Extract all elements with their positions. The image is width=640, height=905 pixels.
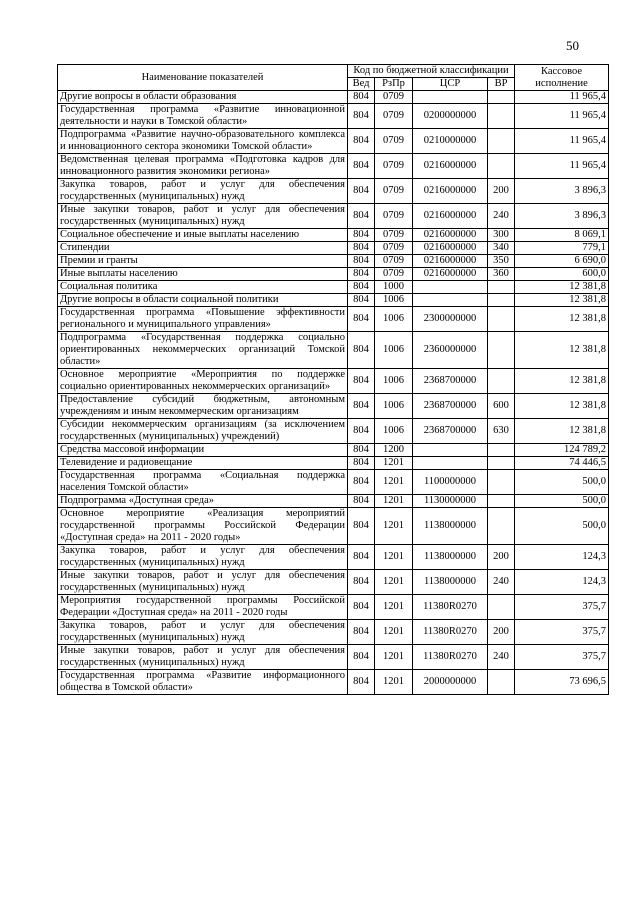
- table-row: [58, 495, 609, 508]
- row-sum: 12 381,8: [515, 332, 609, 369]
- header-code-group: Код по бюджетной классификации: [348, 65, 515, 78]
- row-sum: 12 381,8: [515, 294, 609, 307]
- row-name: Предоставление субсидий бюджетным, автономным учреждениям и иным некоммерческим организациям: [58, 394, 348, 419]
- row-sum: 11 965,4: [515, 91, 609, 104]
- row-vr: 600: [488, 394, 515, 419]
- row-csr: 1100000000: [413, 470, 488, 495]
- row-ved: 804: [348, 369, 375, 394]
- row-ved: 804: [348, 294, 375, 307]
- row-name: Премии и гранты: [58, 255, 348, 268]
- row-ved: 804: [348, 268, 375, 281]
- table-row: [58, 91, 609, 104]
- row-rzpr: 1006: [375, 294, 413, 307]
- table-row: [58, 242, 609, 255]
- row-ved: 804: [348, 129, 375, 154]
- row-rzpr: 0709: [375, 91, 413, 104]
- row-name: Основное мероприятие «Мероприятия по поддержке социально ориентированных некоммерческих организаций»: [58, 369, 348, 394]
- row-sum: 3 896,3: [515, 179, 609, 204]
- row-ved: 804: [348, 645, 375, 670]
- header-ved: Вед: [348, 78, 375, 91]
- table-row: [58, 268, 609, 281]
- row-vr: [488, 91, 515, 104]
- row-rzpr: 0709: [375, 242, 413, 255]
- table-row: [58, 457, 609, 470]
- row-sum: 500,0: [515, 470, 609, 495]
- row-csr: 2360000000: [413, 332, 488, 369]
- row-vr: [488, 307, 515, 332]
- row-sum: 11 965,4: [515, 154, 609, 179]
- row-vr: [488, 294, 515, 307]
- row-sum: 11 965,4: [515, 104, 609, 129]
- row-rzpr: 1201: [375, 670, 413, 695]
- row-ved: 804: [348, 281, 375, 294]
- row-name: Мероприятия государственной программы Российской Федерации «Доступная среда» на 2011 - 2020 годы: [58, 595, 348, 620]
- row-sum: 500,0: [515, 495, 609, 508]
- row-name: Государственная программа «Развитие инновационной деятельности и науки в Томской области»: [58, 104, 348, 129]
- header-rzpr: РзПр: [375, 78, 413, 91]
- row-csr: 0200000000: [413, 104, 488, 129]
- row-rzpr: 0709: [375, 229, 413, 242]
- row-name: Подпрограмма «Развитие научно-образовательного комплекса и инновационного сектора экономики Томской области»: [58, 129, 348, 154]
- row-vr: [488, 332, 515, 369]
- table-row: [58, 369, 609, 394]
- row-rzpr: 1006: [375, 332, 413, 369]
- row-ved: 804: [348, 332, 375, 369]
- row-rzpr: 1201: [375, 570, 413, 595]
- row-rzpr: 0709: [375, 268, 413, 281]
- row-csr: 0216000000: [413, 242, 488, 255]
- budget-execution-table: [57, 64, 609, 695]
- row-vr: [488, 457, 515, 470]
- row-sum: 124 789,2: [515, 444, 609, 457]
- row-vr: [488, 670, 515, 695]
- row-csr: 1138000000: [413, 570, 488, 595]
- row-sum: 74 446,5: [515, 457, 609, 470]
- row-ved: 804: [348, 545, 375, 570]
- row-csr: 2368700000: [413, 394, 488, 419]
- row-csr: 1130000000: [413, 495, 488, 508]
- table-row: [58, 281, 609, 294]
- row-vr: 240: [488, 570, 515, 595]
- row-vr: 300: [488, 229, 515, 242]
- table-row: [58, 444, 609, 457]
- row-rzpr: 1201: [375, 508, 413, 545]
- row-rzpr: 1006: [375, 419, 413, 444]
- row-name: Субсидии некоммерческим организациям (за исключением государственных (муниципальных) учреждений): [58, 419, 348, 444]
- row-csr: 0216000000: [413, 179, 488, 204]
- row-vr: [488, 104, 515, 129]
- table-body: [58, 91, 609, 695]
- row-vr: [488, 470, 515, 495]
- row-ved: 804: [348, 255, 375, 268]
- row-name: Закупка товаров, работ и услуг для обеспечения государственных (муниципальных) нужд: [58, 620, 348, 645]
- row-vr: 240: [488, 645, 515, 670]
- row-name: Другие вопросы в области социальной политики: [58, 294, 348, 307]
- row-sum: 73 696,5: [515, 670, 609, 695]
- row-csr: 2368700000: [413, 419, 488, 444]
- row-rzpr: 1006: [375, 394, 413, 419]
- row-sum: 124,3: [515, 545, 609, 570]
- row-ved: 804: [348, 595, 375, 620]
- row-sum: 12 381,8: [515, 307, 609, 332]
- row-csr: 1138000000: [413, 508, 488, 545]
- table-row: [58, 645, 609, 670]
- row-rzpr: 1000: [375, 281, 413, 294]
- row-rzpr: 1006: [375, 369, 413, 394]
- row-sum: 375,7: [515, 595, 609, 620]
- row-vr: [488, 444, 515, 457]
- table-row: [58, 670, 609, 695]
- row-vr: 240: [488, 204, 515, 229]
- row-vr: 200: [488, 545, 515, 570]
- row-name: Подпрограмма «Государственная поддержка социально ориентированных некоммерческих организаций Томской области»: [58, 332, 348, 369]
- row-name: Ведомственная целевая программа «Подготовка кадров для инновационного развития экономики региона»: [58, 154, 348, 179]
- row-sum: 6 690,0: [515, 255, 609, 268]
- table-row: [58, 307, 609, 332]
- table-row: [58, 419, 609, 444]
- row-csr: 11380R0270: [413, 645, 488, 670]
- row-ved: 804: [348, 570, 375, 595]
- table-row: [58, 332, 609, 369]
- row-ved: 804: [348, 508, 375, 545]
- row-name: Стипендии: [58, 242, 348, 255]
- header-cash: Кассовое исполнение: [515, 65, 609, 91]
- row-vr: [488, 281, 515, 294]
- row-ved: 804: [348, 419, 375, 444]
- row-ved: 804: [348, 394, 375, 419]
- row-name: Закупка товаров, работ и услуг для обеспечения государственных (муниципальных) нужд: [58, 545, 348, 570]
- row-vr: [488, 154, 515, 179]
- table-row: [58, 545, 609, 570]
- row-sum: 12 381,8: [515, 394, 609, 419]
- row-sum: 12 381,8: [515, 419, 609, 444]
- row-ved: 804: [348, 242, 375, 255]
- row-csr: [413, 444, 488, 457]
- row-csr: 11380R0270: [413, 620, 488, 645]
- row-vr: [488, 595, 515, 620]
- row-csr: [413, 294, 488, 307]
- row-csr: 0210000000: [413, 129, 488, 154]
- row-rzpr: 1006: [375, 307, 413, 332]
- row-rzpr: 1201: [375, 470, 413, 495]
- table-row: [58, 104, 609, 129]
- row-name: Социальная политика: [58, 281, 348, 294]
- row-sum: 8 069,1: [515, 229, 609, 242]
- row-sum: 375,7: [515, 620, 609, 645]
- header-name: Наименование показателей: [58, 65, 348, 91]
- row-rzpr: 1201: [375, 645, 413, 670]
- row-sum: 779,1: [515, 242, 609, 255]
- row-rzpr: 1201: [375, 457, 413, 470]
- row-rzpr: 1201: [375, 595, 413, 620]
- row-name: Основное мероприятие «Реализация мероприятий государственной программы Российской Федерации «Доступная среда» на 2011 - 2020 годы»: [58, 508, 348, 545]
- row-csr: [413, 457, 488, 470]
- row-rzpr: 0709: [375, 104, 413, 129]
- row-vr: 350: [488, 255, 515, 268]
- row-csr: 0216000000: [413, 154, 488, 179]
- row-name: Иные закупки товаров, работ и услуг для обеспечения государственных (муниципальных) нужд: [58, 645, 348, 670]
- row-name: Другие вопросы в области образования: [58, 91, 348, 104]
- row-ved: 804: [348, 620, 375, 645]
- table-row: [58, 204, 609, 229]
- row-rzpr: 1200: [375, 444, 413, 457]
- row-name: Иные выплаты населению: [58, 268, 348, 281]
- row-ved: 804: [348, 179, 375, 204]
- table-row: [58, 570, 609, 595]
- row-name: Социальное обеспечение и иные выплаты населению: [58, 229, 348, 242]
- row-name: Подпрограмма «Доступная среда»: [58, 495, 348, 508]
- table-row: [58, 394, 609, 419]
- row-name: Телевидение и радиовещание: [58, 457, 348, 470]
- row-ved: 804: [348, 91, 375, 104]
- row-sum: 375,7: [515, 645, 609, 670]
- table-row: [58, 179, 609, 204]
- row-csr: 2300000000: [413, 307, 488, 332]
- row-vr: [488, 369, 515, 394]
- row-rzpr: 0709: [375, 179, 413, 204]
- row-rzpr: 0709: [375, 129, 413, 154]
- row-sum: 500,0: [515, 508, 609, 545]
- row-csr: [413, 91, 488, 104]
- row-name: Государственная программа «Развитие информационного общества в Томской области»: [58, 670, 348, 695]
- row-sum: 12 381,8: [515, 281, 609, 294]
- row-csr: 11380R0270: [413, 595, 488, 620]
- row-ved: 804: [348, 104, 375, 129]
- row-ved: 804: [348, 154, 375, 179]
- row-vr: [488, 129, 515, 154]
- table-row: [58, 255, 609, 268]
- row-csr: 0216000000: [413, 268, 488, 281]
- row-vr: 340: [488, 242, 515, 255]
- page-number: 50: [566, 38, 579, 53]
- row-sum: 11 965,4: [515, 129, 609, 154]
- row-csr: 0216000000: [413, 229, 488, 242]
- row-csr: 0216000000: [413, 255, 488, 268]
- row-rzpr: 0709: [375, 154, 413, 179]
- row-name: Государственная программа «Социальная поддержка населения Томской области»: [58, 470, 348, 495]
- row-csr: 1138000000: [413, 545, 488, 570]
- table-row: [58, 595, 609, 620]
- row-ved: 804: [348, 470, 375, 495]
- row-csr: 0216000000: [413, 204, 488, 229]
- table-row: [58, 620, 609, 645]
- row-ved: 804: [348, 229, 375, 242]
- row-name: Иные закупки товаров, работ и услуг для обеспечения государственных (муниципальных) нужд: [58, 204, 348, 229]
- row-ved: 804: [348, 444, 375, 457]
- row-csr: 2368700000: [413, 369, 488, 394]
- row-ved: 804: [348, 670, 375, 695]
- row-sum: 12 381,8: [515, 369, 609, 394]
- row-csr: 2000000000: [413, 670, 488, 695]
- row-vr: [488, 508, 515, 545]
- row-vr: [488, 495, 515, 508]
- table-row: [58, 508, 609, 545]
- row-ved: 804: [348, 457, 375, 470]
- row-vr: 630: [488, 419, 515, 444]
- header-csr: ЦСР: [413, 78, 488, 91]
- row-name: Закупка товаров, работ и услуг для обеспечения государственных (муниципальных) нужд: [58, 179, 348, 204]
- table-row: [58, 229, 609, 242]
- row-sum: 3 896,3: [515, 204, 609, 229]
- table-row: [58, 294, 609, 307]
- row-sum: 124,3: [515, 570, 609, 595]
- row-rzpr: 1201: [375, 545, 413, 570]
- row-rzpr: 0709: [375, 204, 413, 229]
- row-ved: 804: [348, 204, 375, 229]
- table-row: [58, 470, 609, 495]
- row-vr: 200: [488, 179, 515, 204]
- row-csr: [413, 281, 488, 294]
- header-vr: ВР: [488, 78, 515, 91]
- table-row: [58, 154, 609, 179]
- row-name: Государственная программа «Повышение эффективности регионального и муниципального управления»: [58, 307, 348, 332]
- row-sum: 600,0: [515, 268, 609, 281]
- row-rzpr: 0709: [375, 255, 413, 268]
- table-row: [58, 129, 609, 154]
- row-vr: 200: [488, 620, 515, 645]
- row-ved: 804: [348, 307, 375, 332]
- row-ved: 804: [348, 495, 375, 508]
- row-vr: 360: [488, 268, 515, 281]
- row-rzpr: 1201: [375, 495, 413, 508]
- row-name: Средства массовой информации: [58, 444, 348, 457]
- row-name: Иные закупки товаров, работ и услуг для обеспечения государственных (муниципальных) нужд: [58, 570, 348, 595]
- row-rzpr: 1201: [375, 620, 413, 645]
